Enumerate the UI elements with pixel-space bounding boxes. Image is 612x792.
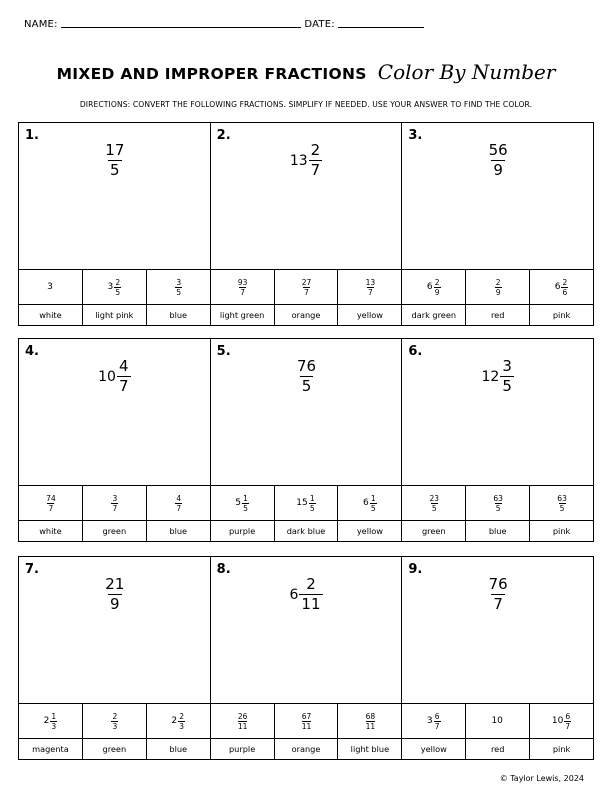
answer-denominator: 3: [51, 721, 57, 731]
answer-denominator: 7: [434, 721, 440, 731]
answer-numerator: 13: [365, 277, 376, 287]
color-label: purple: [211, 739, 275, 759]
color-label: blue: [147, 305, 211, 325]
answer-cell: [83, 704, 147, 738]
answer-numerator: 68: [365, 711, 376, 721]
answer-cell: [19, 704, 83, 738]
problem-fraction: [211, 357, 402, 396]
answer-whole: 2: [43, 716, 50, 726]
answer-denominator: 7: [368, 287, 373, 297]
answer-denominator: 11: [365, 721, 376, 731]
color-label: dark green: [402, 305, 466, 325]
color-label: pink: [552, 310, 571, 320]
color-label: dark blue: [275, 521, 339, 541]
answer-numerator: 63: [493, 493, 503, 503]
color-label: purple: [211, 521, 275, 541]
answer-whole: 3: [107, 282, 114, 292]
answer-numerator: 6: [565, 711, 571, 721]
denominator: 9: [110, 595, 120, 613]
color-label: blue: [466, 521, 530, 541]
answer-numerator: 23: [429, 493, 440, 503]
answer-denominator: 11: [301, 721, 312, 731]
problem-number: 8.: [216, 562, 231, 577]
numerator: 17: [105, 141, 125, 159]
answer-numerator: 1: [51, 711, 57, 721]
numerator: 76: [296, 357, 317, 375]
answer-numerator: 2: [179, 711, 184, 721]
answer-cell: [530, 270, 593, 304]
numerator: 4: [118, 357, 129, 375]
problem-number: 3.: [408, 128, 423, 143]
answer-numerator: 3: [176, 277, 182, 287]
color-row: [19, 738, 593, 759]
answer-whole: 3: [47, 282, 53, 292]
title-script: Color By Number: [377, 60, 556, 84]
answer-denominator: 5: [559, 503, 565, 513]
problem-box: [211, 123, 403, 269]
answer-cell: [530, 486, 593, 520]
color-label: pink: [552, 526, 571, 536]
answer-cell: [338, 486, 402, 520]
answer-numerator: 27: [301, 277, 312, 287]
answer-numerator: 3: [112, 493, 118, 503]
answer-cell: [466, 270, 530, 304]
color-label: red: [466, 739, 530, 759]
denominator: 5: [110, 161, 120, 179]
denominator: 7: [493, 595, 503, 613]
answer-whole: 6: [363, 498, 369, 508]
numerator: 21: [105, 575, 125, 593]
answer-numerator: 2: [495, 277, 501, 287]
problem-box: [402, 339, 593, 485]
problem-fraction: [211, 575, 402, 614]
date-label: DATE:: [304, 19, 335, 30]
answer-denominator: 9: [495, 287, 501, 297]
answer-denominator: 5: [309, 503, 315, 513]
answer-whole: 6: [426, 282, 433, 292]
problem-box: [19, 339, 211, 485]
answer-cell: [530, 704, 593, 738]
denominator: 11: [301, 595, 321, 613]
problem-fraction: [19, 357, 210, 396]
whole-number: 6: [289, 586, 299, 603]
answer-denominator: 5: [431, 503, 437, 513]
directions: DIRECTIONS: CONVERT THE FOLLOWING FRACTIONS. SIMPLIFY IF NEEDED. USE YOUR ANSWER TO FIND THE COLOR.: [79, 100, 533, 109]
color-row: [19, 520, 593, 541]
answer-denominator: 3: [179, 721, 184, 731]
answer-cell: [338, 704, 402, 738]
answer-cell: [211, 270, 275, 304]
answer-cell: [147, 704, 211, 738]
answer-cell: [402, 486, 466, 520]
answer-numerator: 93: [237, 277, 248, 287]
problem-fraction: [402, 357, 593, 396]
problem-fraction: [402, 575, 593, 614]
answer-denominator: 5: [243, 503, 248, 513]
answer-denominator: 6: [562, 287, 568, 297]
answer-denominator: 7: [304, 287, 309, 297]
answer-denominator: 7: [112, 503, 118, 513]
problem-number: 6.: [408, 344, 423, 359]
answer-cell: [147, 486, 211, 520]
denominator: 9: [493, 161, 503, 179]
answer-denominator: 5: [115, 287, 121, 297]
answer-denominator: 7: [240, 287, 245, 297]
answer-numerator: 63: [557, 493, 567, 503]
denominator: 7: [310, 161, 321, 179]
answer-cell: [19, 270, 83, 304]
answer-numerator: 1: [243, 493, 248, 503]
problem-box: [211, 557, 403, 703]
problem-fraction: [211, 141, 402, 180]
answer-whole: 3: [426, 716, 433, 726]
color-label: blue: [147, 521, 211, 541]
problem-fraction: [402, 141, 593, 180]
answer-numerator: 1: [370, 493, 376, 503]
problem-number: 9.: [408, 562, 423, 577]
numerator: 2: [310, 141, 321, 159]
answer-cell: [275, 486, 339, 520]
answer-cell: [275, 270, 339, 304]
color-label: yellow: [402, 739, 466, 759]
color-label: magenta: [19, 739, 83, 759]
title-main: MIXED AND IMPROPER FRACTIONS: [56, 65, 367, 83]
answer-numerator: 2: [115, 277, 121, 287]
answer-cell: [402, 270, 466, 304]
color-label: light green: [211, 305, 275, 325]
color-label: white: [19, 521, 83, 541]
problem-number: 4.: [25, 344, 39, 359]
answer-denominator: 11: [237, 721, 248, 731]
problem-box: [19, 557, 211, 703]
answer-numerator: 6: [434, 711, 440, 721]
whole-number: 10: [98, 368, 116, 385]
numerator: 76: [488, 575, 508, 593]
answer-row: [19, 485, 593, 520]
color-label: red: [466, 305, 530, 325]
answer-numerator: 2: [562, 277, 568, 287]
problem-section-2: [18, 338, 594, 542]
color-label: light blue: [338, 739, 402, 759]
denominator: 5: [301, 377, 312, 395]
problem-number: 1.: [25, 128, 39, 143]
answer-whole: 10: [491, 716, 503, 726]
answer-cell: [211, 486, 275, 520]
answer-cell: [466, 486, 530, 520]
answer-cell: [466, 704, 530, 738]
answer-cell: [19, 486, 83, 520]
problem-box: [402, 123, 593, 269]
color-label: orange: [275, 305, 339, 325]
answer-numerator: 2: [434, 277, 440, 287]
problem-number: 2.: [216, 128, 231, 143]
answer-denominator: 7: [176, 503, 182, 513]
problem-section-3: [18, 556, 594, 760]
numerator: 56: [488, 141, 508, 159]
problem-box: [402, 557, 593, 703]
denominator: 5: [502, 377, 512, 395]
answer-denominator: 5: [370, 503, 376, 513]
answer-cell: [83, 486, 147, 520]
answer-denominator: 5: [176, 287, 182, 297]
problem-box: [211, 339, 403, 485]
answer-whole: 15: [296, 498, 308, 508]
answer-cell: [211, 704, 275, 738]
whole-number: 12: [481, 368, 500, 385]
problem-fraction: [19, 575, 210, 614]
answer-whole: 2: [171, 716, 178, 726]
answer-whole: 6: [554, 282, 561, 292]
problem-section-1: [18, 122, 594, 326]
answer-cell: [83, 270, 147, 304]
answer-denominator: 9: [434, 287, 440, 297]
color-label: pink: [552, 744, 571, 754]
color-label: blue: [147, 739, 211, 759]
numerator: 2: [306, 575, 316, 593]
color-label: white: [19, 305, 83, 325]
answer-row: [19, 269, 593, 304]
color-label: orange: [275, 739, 339, 759]
numerator: 3: [502, 357, 512, 375]
color-label: green: [83, 521, 147, 541]
denominator: 7: [118, 377, 129, 395]
page-title: [0, 60, 612, 84]
answer-denominator: 7: [565, 721, 571, 731]
problem-number: 7.: [25, 562, 39, 577]
answer-cell: [402, 704, 466, 738]
date-field[interactable]: [338, 27, 424, 28]
answer-whole: 10: [551, 716, 564, 726]
answer-numerator: 4: [176, 493, 182, 503]
answer-row: [19, 703, 593, 738]
answer-denominator: 5: [495, 503, 501, 513]
answer-cell: [275, 704, 339, 738]
problem-fraction: [19, 141, 210, 180]
color-label: yellow: [338, 521, 402, 541]
answer-cell: [147, 270, 211, 304]
answer-numerator: 2: [112, 711, 118, 721]
answer-denominator: 3: [112, 721, 118, 731]
header-row: [24, 19, 424, 30]
color-label: light pink: [83, 305, 147, 325]
problem-box: [19, 123, 211, 269]
color-row: [19, 304, 593, 325]
answer-cell: [338, 270, 402, 304]
name-label: NAME:: [24, 19, 58, 30]
copyright-footer: © Taylor Lewis, 2024: [499, 774, 584, 783]
color-label: green: [402, 521, 466, 541]
answer-numerator: 67: [301, 711, 312, 721]
name-field[interactable]: [61, 27, 301, 28]
answer-denominator: 7: [48, 503, 54, 513]
answer-numerator: 74: [46, 493, 56, 503]
problem-number: 5.: [216, 344, 231, 359]
color-label: yellow: [338, 305, 402, 325]
whole-number: 13: [289, 152, 308, 169]
answer-numerator: 26: [237, 711, 248, 721]
answer-numerator: 1: [309, 493, 315, 503]
answer-whole: 5: [235, 498, 241, 508]
color-label: green: [83, 739, 147, 759]
